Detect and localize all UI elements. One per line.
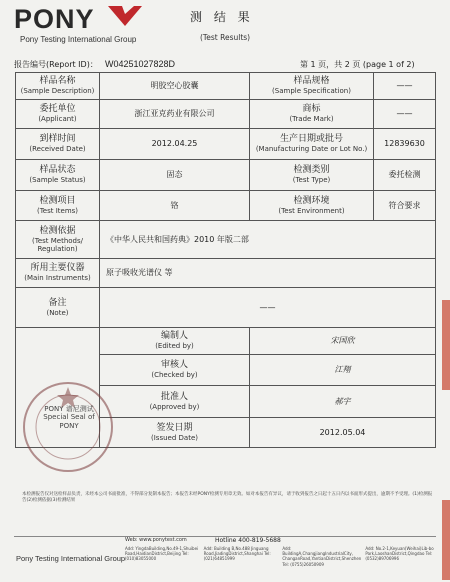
table-row <box>16 160 436 191</box>
issued-date-value: 2012.05.04 <box>250 418 436 448</box>
cell-label: 样品规格 (Sample Specification) <box>250 73 374 100</box>
footer-addresses <box>125 546 440 567</box>
cell-value: —— <box>374 73 436 100</box>
cell-label: 生产日期或批号 (Manufacturing Date or Lot No.) <box>250 129 374 160</box>
footer-hotline: Hotline 400-819-5688 <box>215 537 281 544</box>
table-row <box>16 73 436 100</box>
document-title: 测 结 果 <box>190 10 254 24</box>
table-row <box>16 129 436 160</box>
page-info: 第 1 页，共 2 页 (page 1 of 2) <box>300 60 415 69</box>
binding-edge <box>442 300 450 390</box>
footer-web: Web: www.ponytest.com <box>125 537 187 543</box>
cell-label: 备注 (Note) <box>16 288 100 328</box>
stamp-text: PONY 谱尼测试 Special Seal of PONY <box>43 405 95 430</box>
signature-edited: 宋国欣 <box>250 328 436 355</box>
report-id-label: 报告编号(Report ID)： <box>14 60 98 69</box>
cell-label: 检测项目 (Test Items) <box>16 191 100 221</box>
cell-label: 商标 (Trade Mark) <box>250 100 374 129</box>
signature-checked: 江翔 <box>250 355 436 386</box>
cell-value: 《中华人民共和国药典》2010 年版二部 <box>100 221 436 259</box>
logo-wordmark: PONY <box>14 4 95 34</box>
cell-label: 签发日期 (Issued Date) <box>100 418 250 448</box>
cell-label: 所用主要仪器 (Main Instruments) <box>16 259 100 288</box>
table-row <box>16 100 436 129</box>
document-title-en: (Test Results) <box>200 33 251 42</box>
cell-value: 浙江亚克药业有限公司 <box>100 100 250 129</box>
cell-label: 审核人 (Checked by) <box>100 355 250 386</box>
cell-label: 检测环境 (Test Environment) <box>250 191 374 221</box>
footer-address: Add: BuildingA,ChangjiangIndustrialCity, ChanganRoad,YantianDistrict,Shenzhen Tel: (0755)26050909 <box>282 546 362 567</box>
cell-label: 批准人 (Approved by) <box>100 386 250 418</box>
cell-label: 样品名称 (Sample Description) <box>16 73 100 100</box>
cell-label: 委托单位 (Applicant) <box>16 100 100 129</box>
cell-label: 检测类别 (Test Type) <box>250 160 374 191</box>
table-row <box>16 191 436 221</box>
cell-value: 2012.04.25 <box>100 129 250 160</box>
logo-subtitle: Pony Testing International Group <box>20 35 137 44</box>
table-row <box>16 328 436 355</box>
cell-value: 委托检测 <box>374 160 436 191</box>
cell-label: 编制人 (Edited by) <box>100 328 250 355</box>
footer-company: Pony Testing International Group <box>16 554 126 563</box>
cell-value: 固态 <box>100 160 250 191</box>
cell-value: 铬 <box>100 191 250 221</box>
cell-label: 样品状态 (Sample Status) <box>16 160 100 191</box>
cell-value: —— <box>374 100 436 129</box>
binding-edge <box>442 500 450 580</box>
cell-label: 检测依据 (Test Methods/ Regulation) <box>16 221 100 259</box>
signature-approved: 郝宇 <box>250 386 436 418</box>
table-row <box>16 288 436 328</box>
table-row <box>16 259 436 288</box>
table-row <box>16 221 436 259</box>
footer-address: Add: Building B,No.488 Jinguang Road,JiadingDistrict,Shanghai Tel: (021)64851999 <box>203 546 271 562</box>
cell-label: 到样时间 (Received Date) <box>16 129 100 160</box>
report-id-value: W04251027828D <box>105 59 176 69</box>
cell-value: 原子吸收光谱仪 等 <box>100 259 436 288</box>
logo-checkmark-icon <box>108 6 142 26</box>
cell-value: 12839630 <box>374 129 436 160</box>
fine-print: 本检测报告仅对送检样品负责，未经本公司书面批准，不得部分复制本报告；本报告未经PONY检测专用章无效。如对本报告有异议，请于收到报告之日起十五日内以书面形式提出，逾期不予受理。(1)检测报告(2)检测依据(3)检测结果 <box>22 492 433 504</box>
cell-value: 符合要求 <box>374 191 436 221</box>
cell-value: 明胶空心胶囊 <box>100 73 250 100</box>
footer-address: Add: YingdaBuilding,No.49-1,Shuibei Road,HaidianDistrict,Beijing Tel: (010)83055000 <box>125 546 199 562</box>
footer-address: Add: No.2-1,Keyuan(Weihai)Lib-bo Park,LaoshanDistrict,Qingdao Tel: (0532)89706996 <box>365 546 434 562</box>
cell-value: —— <box>100 288 436 328</box>
